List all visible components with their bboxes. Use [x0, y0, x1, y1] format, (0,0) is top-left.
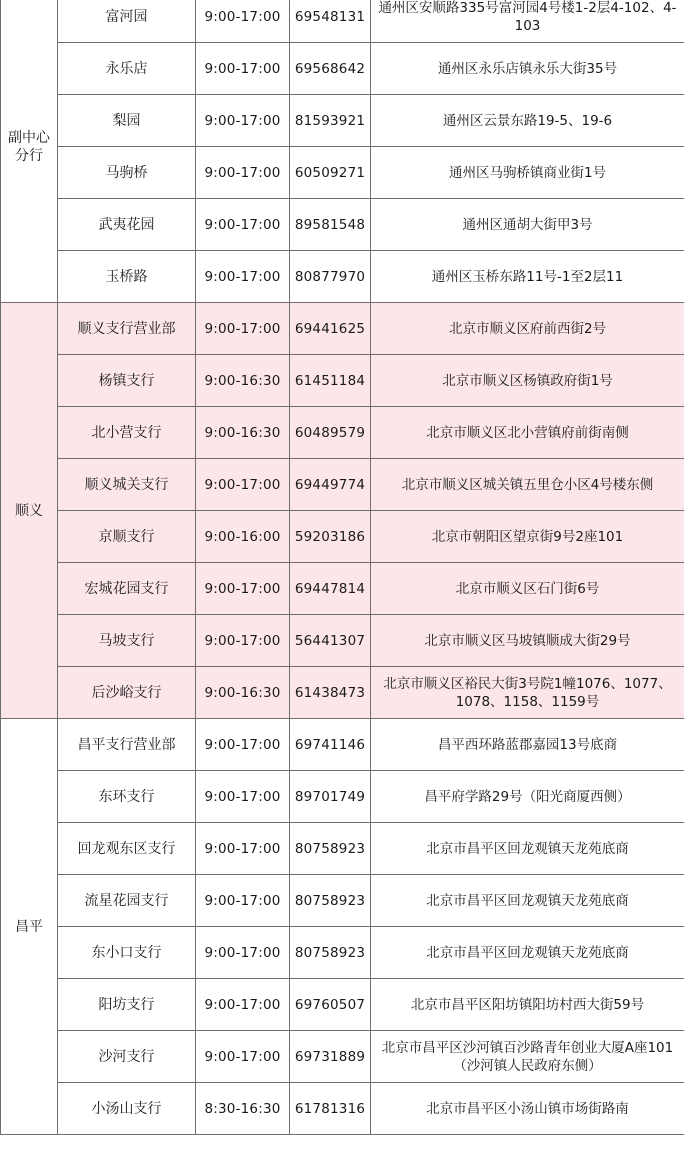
hours-cell: 9:00-17:00	[196, 563, 290, 615]
phone-cell: 60509271	[290, 147, 371, 199]
hours-cell: 9:00-17:00	[196, 0, 290, 43]
phone-cell: 61438473	[290, 667, 371, 719]
branch-name-cell: 永乐店	[58, 43, 196, 95]
address-cell: 北京市顺义区裕民大街3号院1幢1076、1077、1078、1158、1159号	[371, 667, 684, 719]
branch-name-cell: 马坡支行	[58, 615, 196, 667]
table-row	[1, 407, 684, 459]
address-cell: 北京市顺义区城关镇五里仓小区4号楼东侧	[371, 459, 684, 511]
table-row	[1, 511, 684, 563]
table-row	[1, 1031, 684, 1083]
table-row	[1, 615, 684, 667]
hours-cell: 9:00-17:00	[196, 43, 290, 95]
table-row	[1, 875, 684, 927]
branch-name-cell: 小汤山支行	[58, 1083, 196, 1135]
branch-name-cell: 后沙峪支行	[58, 667, 196, 719]
branch-name-cell: 回龙观东区支行	[58, 823, 196, 875]
address-cell: 通州区马驹桥镇商业街1号	[371, 147, 684, 199]
hours-cell: 9:00-17:00	[196, 875, 290, 927]
phone-cell: 89581548	[290, 199, 371, 251]
hours-cell: 9:00-17:00	[196, 95, 290, 147]
hours-cell: 9:00-17:00	[196, 147, 290, 199]
hours-cell: 9:00-17:00	[196, 719, 290, 771]
hours-cell: 9:00-17:00	[196, 771, 290, 823]
phone-cell: 80758923	[290, 875, 371, 927]
table-row	[1, 771, 684, 823]
hours-cell: 9:00-16:30	[196, 407, 290, 459]
table-row	[1, 355, 684, 407]
address-cell: 北京市昌平区小汤山镇市场街路南	[371, 1083, 684, 1135]
branch-name-cell: 东小口支行	[58, 927, 196, 979]
branch-name-cell: 流星花园支行	[58, 875, 196, 927]
address-cell: 昌平西环路蓝郡嘉园13号底商	[371, 719, 684, 771]
address-cell: 昌平府学路29号（阳光商厦西侧）	[371, 771, 684, 823]
phone-cell: 56441307	[290, 615, 371, 667]
phone-cell: 80758923	[290, 927, 371, 979]
address-cell: 北京市顺义区杨镇政府街1号	[371, 355, 684, 407]
hours-cell: 9:00-16:30	[196, 355, 290, 407]
address-cell: 北京市昌平区回龙观镇天龙苑底商	[371, 823, 684, 875]
table-row	[1, 927, 684, 979]
address-cell: 通州区云景东路19-5、19-6	[371, 95, 684, 147]
table-row	[1, 199, 684, 251]
address-cell: 通州区玉桥东路11号-1至2层11	[371, 251, 684, 303]
branch-name-cell: 沙河支行	[58, 1031, 196, 1083]
table-row	[1, 667, 684, 719]
hours-cell: 9:00-17:00	[196, 1031, 290, 1083]
address-cell: 北京市朝阳区望京街9号2座101	[371, 511, 684, 563]
branch-name-cell: 玉桥路	[58, 251, 196, 303]
phone-cell: 80758923	[290, 823, 371, 875]
branch-name-cell: 昌平支行营业部	[58, 719, 196, 771]
table-row	[1, 147, 684, 199]
phone-cell: 60489579	[290, 407, 371, 459]
phone-cell: 69731889	[290, 1031, 371, 1083]
region-cell: 副中心 分行	[1, 0, 58, 303]
address-cell: 北京市昌平区沙河镇百沙路青年创业大厦A座101（沙河镇人民政府东侧）	[371, 1031, 684, 1083]
address-cell: 通州区通胡大街甲3号	[371, 199, 684, 251]
table-row	[1, 0, 684, 43]
region-cell: 昌平	[1, 719, 58, 1135]
region-cell: 顺义	[1, 303, 58, 719]
hours-cell: 9:00-16:00	[196, 511, 290, 563]
branch-table-body	[1, 0, 684, 1135]
table-row	[1, 95, 684, 147]
branch-name-cell: 武夷花园	[58, 199, 196, 251]
hours-cell: 8:30-16:30	[196, 1083, 290, 1135]
branch-name-cell: 东环支行	[58, 771, 196, 823]
branch-name-cell: 富河园	[58, 0, 196, 43]
branch-name-cell: 梨园	[58, 95, 196, 147]
phone-cell: 89701749	[290, 771, 371, 823]
hours-cell: 9:00-17:00	[196, 251, 290, 303]
hours-cell: 9:00-17:00	[196, 927, 290, 979]
table-row	[1, 43, 684, 95]
branch-name-cell: 宏城花园支行	[58, 563, 196, 615]
table-row	[1, 1083, 684, 1135]
branch-name-cell: 顺义支行营业部	[58, 303, 196, 355]
table-row	[1, 823, 684, 875]
hours-cell: 9:00-17:00	[196, 979, 290, 1031]
hours-cell: 9:00-17:00	[196, 615, 290, 667]
table-row	[1, 459, 684, 511]
branch-name-cell: 阳坊支行	[58, 979, 196, 1031]
address-cell: 北京市昌平区回龙观镇天龙苑底商	[371, 875, 684, 927]
address-cell: 北京市昌平区回龙观镇天龙苑底商	[371, 927, 684, 979]
table-row	[1, 251, 684, 303]
phone-cell: 69447814	[290, 563, 371, 615]
address-cell: 北京市顺义区马坡镇顺成大街29号	[371, 615, 684, 667]
phone-cell: 61781316	[290, 1083, 371, 1135]
address-cell: 北京市顺义区府前西街2号	[371, 303, 684, 355]
phone-cell: 69449774	[290, 459, 371, 511]
phone-cell: 81593921	[290, 95, 371, 147]
phone-cell: 69548131	[290, 0, 371, 43]
branch-name-cell: 杨镇支行	[58, 355, 196, 407]
branch-name-cell: 顺义城关支行	[58, 459, 196, 511]
phone-cell: 69441625	[290, 303, 371, 355]
phone-cell: 69741146	[290, 719, 371, 771]
address-cell: 北京市昌平区阳坊镇阳坊村西大街59号	[371, 979, 684, 1031]
hours-cell: 9:00-17:00	[196, 303, 290, 355]
table-row	[1, 563, 684, 615]
hours-cell: 9:00-17:00	[196, 459, 290, 511]
branch-name-cell: 京顺支行	[58, 511, 196, 563]
hours-cell: 9:00-16:30	[196, 667, 290, 719]
branch-name-cell: 北小营支行	[58, 407, 196, 459]
phone-cell: 59203186	[290, 511, 371, 563]
branch-name-cell: 马驹桥	[58, 147, 196, 199]
address-cell: 通州区安顺路335号富河园4号楼1-2层4-102、4-103	[371, 0, 684, 43]
hours-cell: 9:00-17:00	[196, 199, 290, 251]
phone-cell: 69568642	[290, 43, 371, 95]
table-row	[1, 719, 684, 771]
phone-cell: 80877970	[290, 251, 371, 303]
phone-cell: 61451184	[290, 355, 371, 407]
address-cell: 通州区永乐店镇永乐大街35号	[371, 43, 684, 95]
address-cell: 北京市顺义区石门街6号	[371, 563, 684, 615]
table-row	[1, 979, 684, 1031]
table-row	[1, 303, 684, 355]
phone-cell: 69760507	[290, 979, 371, 1031]
hours-cell: 9:00-17:00	[196, 823, 290, 875]
address-cell: 北京市顺义区北小营镇府前街南侧	[371, 407, 684, 459]
